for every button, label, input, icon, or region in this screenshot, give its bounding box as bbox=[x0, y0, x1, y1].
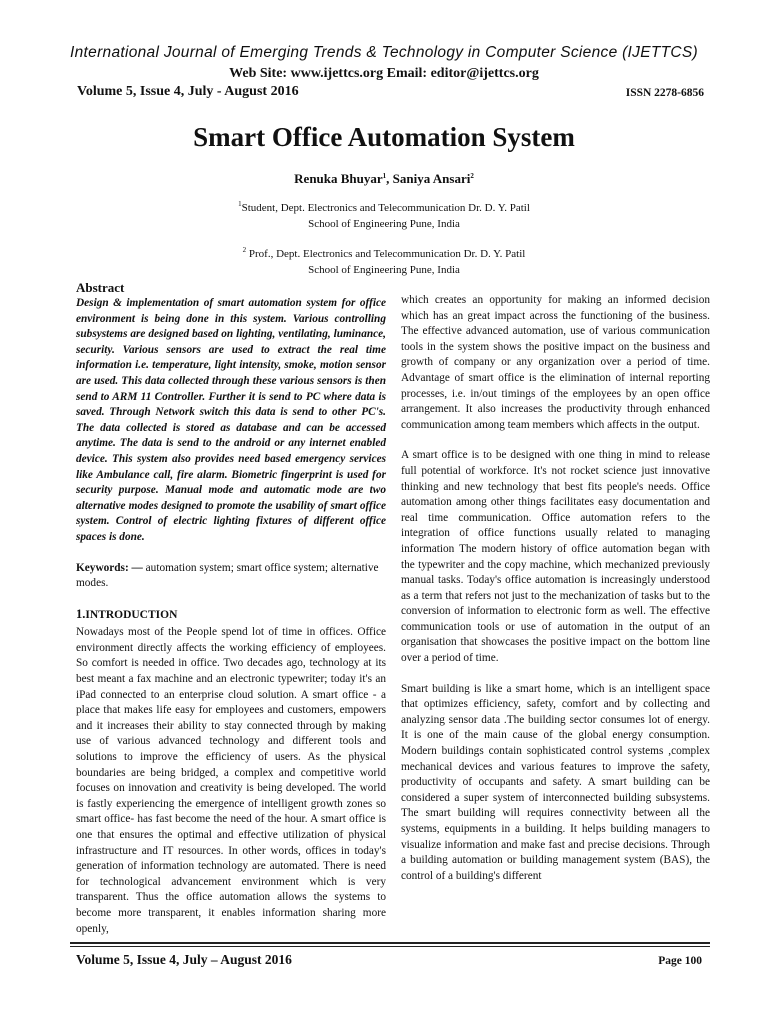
header-issn: ISSN 2278-6856 bbox=[625, 87, 704, 99]
affiliation-line: School of Engineering Pune, India bbox=[308, 218, 460, 230]
affiliation-1 bbox=[0, 200, 768, 232]
affiliation-mark: 2 bbox=[242, 246, 247, 254]
body-paragraph: A smart office is to be designed with one thing in mind to release full potential of workforce. It's not rocket science just innovative thinking and new technology that best fits people's needs. Office automation among other things facilitates easy documentation and real time communication. Office automation refers to the integration of office functions usually related to managing information The modern history of office automation began with the typewriter and the copy machine, which mechanized previously manual tasks. Today's office automation is increasingly understood as a term that refers not just to the mechanization of tasks but to the conversion of information to electronic form as well. The effective communication tools or use of automation in the output of an organisation that showcases the positive impact on the bottom line over a period of time. bbox=[401, 449, 710, 665]
section-heading-introduction bbox=[76, 607, 386, 624]
right-column bbox=[401, 293, 710, 884]
author-affil-mark: 1 bbox=[382, 172, 387, 180]
author-list bbox=[0, 171, 768, 187]
abstract-heading: Abstract bbox=[76, 280, 125, 295]
affiliation-line: Student, Dept. Electronics and Telecommunication Dr. D. Y. Patil bbox=[241, 202, 530, 214]
author-affil-mark: 2 bbox=[470, 172, 474, 180]
section-number: 1. bbox=[76, 606, 86, 621]
keywords-text: automation system; smart office system; alternative modes. bbox=[76, 561, 379, 590]
left-column bbox=[76, 280, 386, 937]
author-name: Renuka Bhuyar bbox=[294, 171, 383, 186]
section-title: INTRODUCTION bbox=[85, 608, 178, 621]
body-paragraph: Smart building is like a smart home, which is an intelligent space that optimizes efficiency, safety, comfort and by collecting and analyzing sensor data .The building sector consumes lot of energy. It is one of the main cause of the global energy consumption. Modern buildings contain sophisticated control systems ,complex mechanical devices and various features to improve the safety, productivity of occupants and safety. A smart building can be considered a super system of interconnected building subsystems. The smart building will requires connectivity between all the systems, equipments in a building. It helps building managers to visualize information and make fast and precise decisions. Through a building automation or building management system (BAS), the control of a building's different bbox=[401, 682, 710, 882]
keywords bbox=[76, 561, 386, 592]
journal-website: Web Site: www.ijettcs.org Email: editor@ijettcs.org bbox=[229, 66, 539, 81]
page-number: Page 100 bbox=[658, 955, 702, 967]
affiliation-2 bbox=[0, 246, 768, 278]
journal-title: International Journal of Emerging Trends & Technology in Computer Science (IJETTCS) bbox=[70, 44, 698, 61]
keywords-label: Keywords: — bbox=[76, 561, 143, 574]
body-paragraph: which creates an opportunity for making an informed decision which has an great impact across the functioning of the business. The effective advanced automation, use of various communication tools in the system shows the positive impact on the business and growth of company or any organization over a period of time. Advantage of smart office is the elimination of internal reporting processes, i.e. in/out timings of the employees by an open office arrangement. It also increases the productivity through enhanced communication among team members which affects in the output. bbox=[401, 294, 710, 431]
affiliation-line: School of Engineering Pune, India bbox=[308, 264, 460, 276]
paper-title: Smart Office Automation System bbox=[193, 122, 575, 152]
affiliation-mark: 1 bbox=[238, 200, 242, 208]
author-separator: , bbox=[386, 171, 393, 186]
abstract-body: Design & implementation of smart automation system for office environment is being done in this system. Various controlling subsystems are designed based on lighting, ventilating, luminance, security. Various sensors are used to extract the real time information i.e. temperature, light intensity, smoke, motion sensor are used. This data collected through these various sensors is then send to ARM 11 Controller. Further it is send to PC where data is saved. Through Network switch this data is send to other PC's. The data collected is stored as database and can be accessed anytime. The data is send to the android or any internet enabled device. This system also provides need based emergency services like Ambulance call, fire alarm. Biometric fingerprint is used for security purpose. Manual mode and automatic mode are two alternative modes designed to promote the usability of smart office system. Control of electric lighting fixtures of different office spaces is done. bbox=[76, 297, 386, 543]
footer-volume: Volume 5, Issue 4, July – August 2016 bbox=[76, 952, 292, 967]
affiliation-line: Prof., Dept. Electronics and Telecommunication Dr. D. Y. Patil bbox=[246, 248, 526, 260]
footer-rule bbox=[70, 946, 710, 947]
footer-rule bbox=[70, 942, 710, 944]
author-name: Saniya Ansari bbox=[392, 171, 471, 186]
body-paragraph: Nowadays most of the People spend lot of time in offices. Office environment directly affects the working efficiency of employees. So comfort is needed in office. Two decades ago, technology at its best meant a fax machine and an electronic typewriter; today it's an iPad connected to an enterprise cloud solution. A smart office - a place that makes life easy for employees and customers, empowers and it increases their ability to stay connected through by making use of various advanced technology and different tools and solutions to improve the efficiency of users. As the physical boundaries are being bridged, a complex and competitive world focuses on innovation and creativity is being developed. The world is fastly experiencing the emergence of intelligent growth zones so smart office- has fast become the need of the hour. A smart office is one that ensures the optimal and effective utilization of physical infrastructure and IT resources. In other words, offices in today's generation of information technology are automated. There is need for technological advancement environment which is very transparent. Thus the office automation allows the systems to become more transparent, it enables information sharing more openly, bbox=[76, 626, 386, 935]
header-volume: Volume 5, Issue 4, July - August 2016 bbox=[77, 84, 299, 99]
